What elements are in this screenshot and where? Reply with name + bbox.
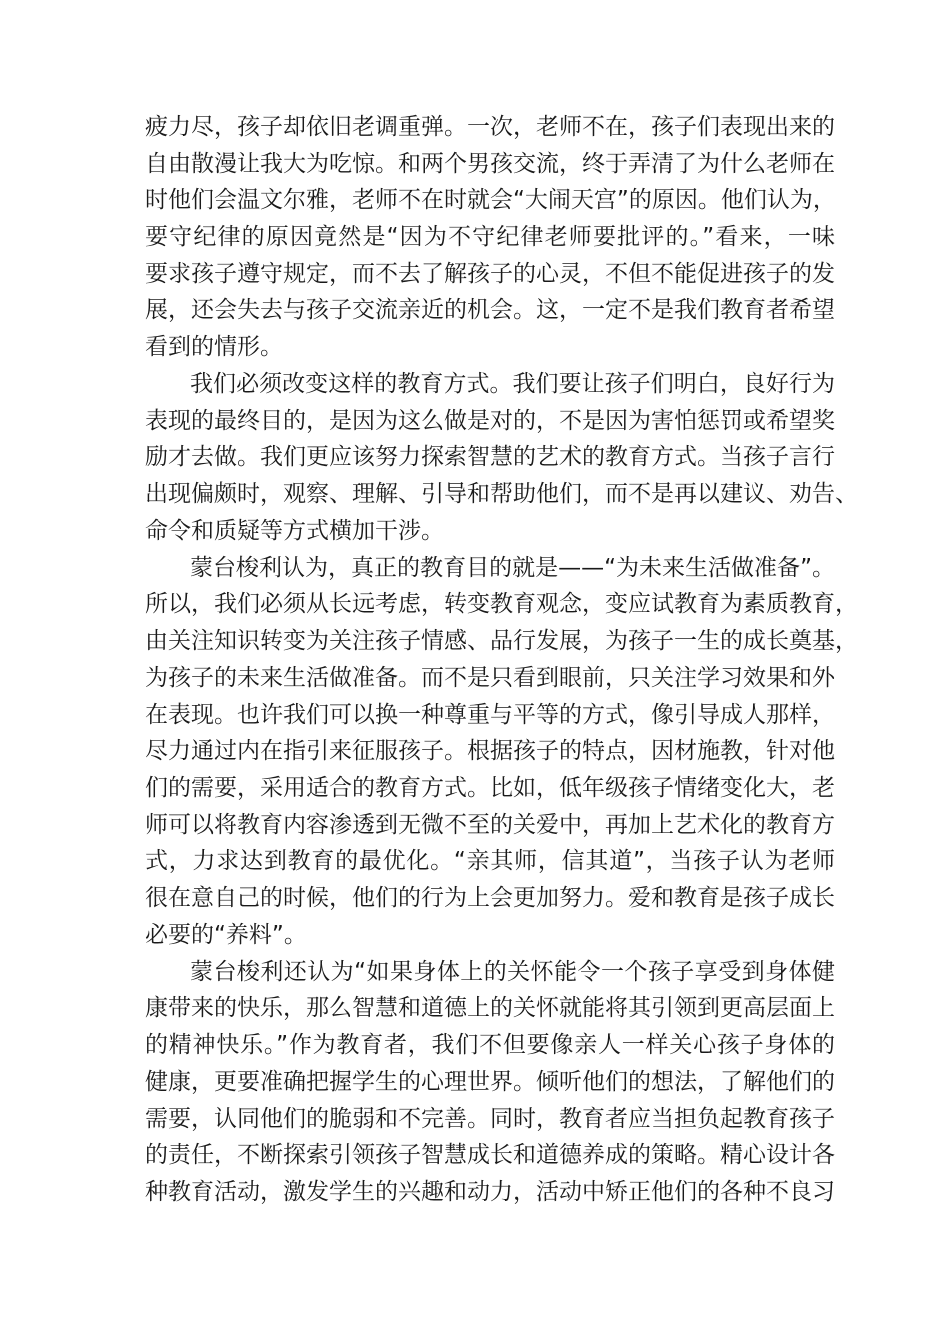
paragraph-first-line: 蒙台梭利还认为“如果身体上的关怀能令一个孩子享受到身体健 <box>190 959 835 985</box>
text-line: 在表现。也许我们可以换一种尊重与平等的方式，像引导成人那样， <box>145 702 835 728</box>
text-line: 看到的情形。 <box>145 334 283 360</box>
text-line: 所以，我们必须从长远考虑，转变教育观念，变应试教育为素质教育， <box>145 591 858 617</box>
text-line: 要求孩子遵守规定，而不去了解孩子的心灵，不但不能促进孩子的发 <box>145 261 835 287</box>
text-line: 为孩子的未来生活做准备。而不是只看到眼前，只关注学习效果和外 <box>145 665 835 691</box>
paragraph-first-line: 蒙台梭利认为，真正的教育目的就是——“为未来生活做准备”。 <box>190 555 835 581</box>
text-line: 尽力通过内在指引来征服孩子。根据孩子的特点，因材施教，针对他 <box>145 738 835 764</box>
text-line: 式，力求达到教育的最优化。“亲其师，信其道”，当孩子认为老师 <box>145 848 835 874</box>
text-line: 很在意自己的时候，他们的行为上会更加努力。爱和教育是孩子成长 <box>145 885 835 911</box>
text-line: 时他们会温文尔雅，老师不在时就会“大闹天宫”的原因。他们认为， <box>145 187 836 213</box>
text-line: 师可以将教育内容渗透到无微不至的关爱中，再加上艺术化的教育方 <box>145 812 835 838</box>
text-line: 要守纪律的原因竟然是“因为不守纪律老师要批评的。”看来，一味 <box>145 224 835 250</box>
paragraph-first-line: 我们必须改变这样的教育方式。我们要让孩子们明白，良好行为 <box>190 371 835 397</box>
text-line: 们的需要，采用适合的教育方式。比如，低年级孩子情绪变化大，老 <box>145 775 835 801</box>
text-line: 的精神快乐。”作为教育者，我们不但要像亲人一样关心孩子身体的 <box>145 1032 835 1058</box>
text-line: 必要的“养料”。 <box>145 922 307 948</box>
text-line: 出现偏颇时，观察、理解、引导和帮助他们，而不是再以建议、劝告、 <box>145 481 858 507</box>
text-line: 的责任，不断探索引领孩子智慧成长和道德养成的策略。精心设计各 <box>145 1142 835 1168</box>
text-line: 康带来的快乐，那么智慧和道德上的关怀就能将其引领到更高层面上 <box>145 995 835 1021</box>
text-line: 健康，更要准确把握学生的心理世界。倾听他们的想法，了解他们的 <box>145 1069 835 1095</box>
text-line: 励才去做。我们更应该努力探索智慧的艺术的教育方式。当孩子言行 <box>145 444 835 470</box>
text-line: 需要，认同他们的脆弱和不完善。同时，教育者应当担负起教育孩子 <box>145 1106 835 1132</box>
text-line: 表现的最终目的，是因为这么做是对的，不是因为害怕惩罚或希望奖 <box>145 408 835 434</box>
text-line: 展，还会失去与孩子交流亲近的机会。这，一定不是我们教育者希望 <box>145 297 835 323</box>
text-line: 疲力尽，孩子却依旧老调重弹。一次，老师不在，孩子们表现出来的 <box>145 114 835 140</box>
text-line: 由关注知识转变为关注孩子情感、品行发展，为孩子一生的成长奠基， <box>145 628 858 654</box>
text-line: 种教育活动，激发学生的兴趣和动力，活动中矫正他们的各种不良习 <box>145 1179 835 1205</box>
text-line: 命令和质疑等方式横加干涉。 <box>145 518 444 544</box>
text-line: 自由散漫让我大为吃惊。和两个男孩交流，终于弄清了为什么老师在 <box>145 151 835 177</box>
